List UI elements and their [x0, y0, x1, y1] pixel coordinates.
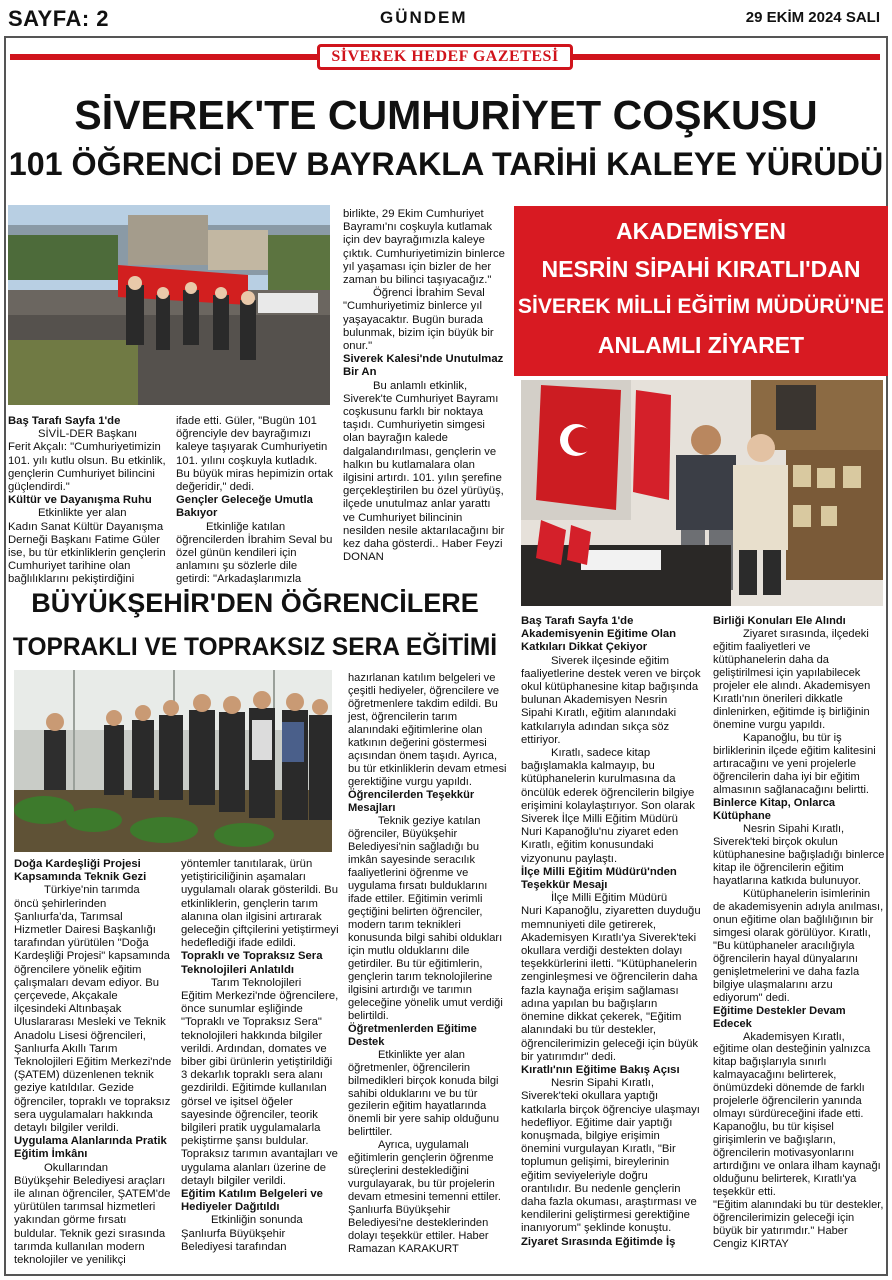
text-line: faaliyetlerine destek veren ve birçok okul kütüphanesine kitap bağışında bulunan Akademisyen Nesrin Sipahi Kıratlı, eğitim alanındaki katkılarıyla adından sıkça söz ettiriyor. [521, 667, 701, 746]
article1-column-3 [343, 208, 505, 564]
text-line: birlikte, 29 Ekim Cumhuriyet Bayramı'nı coşkuyla kutlamak için dev bayrağımızla kaleye çıktık. Cumhuriyetimizin binlerce yıl yaşaması için bizler de her zaman bu bilinci taşıyacağız." [343, 208, 505, 287]
text-line: de akademisyenin adıyla anılması, onun eğitime olan bağlılığının bir simgesi olarak görülüyor. Kıratlı, "Bu kütüphaneler aracılığıyla öğrencilerin hayal dünyalarını genişletmelerini ve daha fazla bilgiye ulaşmalarını arzu ediyorum" dedi. [713, 900, 884, 1004]
text-line: Kıratlı, sadece kitap [551, 747, 651, 760]
subheading: Öğrencilerden Teşekkür Mesajları [348, 788, 475, 814]
text-line: bağışlamakla kalmayıp, bu kütüphanelerin kurulmasına da öncülük ederek öğrencilerin bilgiye erişimini kolaylaştırıyor. Son olarak Siverek İlçe Milli Eğitim Müdürü Nuri Kapanoğlu'nu ziyaret eden Kıratlı, eğitim konusundaki vizyonunu paylaştı. [521, 760, 695, 865]
issue-date: 29 EKİM 2024 SALI [745, 9, 880, 26]
subheading: Kıratlı'nın Eğitime Bakış Açısı [521, 1063, 680, 1076]
main-headline-line-2: 101 ÖĞRENCİ DEV BAYRAKLA TARİHİ KALEYE YÜRÜDÜ [8, 146, 884, 182]
main-headline-line-1: SİVEREK'TE CUMHURİYET COŞKUSU [74, 92, 818, 138]
subheading: Eğitime Destekler Devam Edecek [713, 1004, 846, 1030]
text-line: öğrenciler, Büyükşehir Belediyesi'nin sağladığı bu imkân sayesinde seracılık faaliyetlerini öğrenme ve uygulama fırsatı bulduklarını ifade ettiler. Eğitimin verimli geçtiğini belirten öğrenciler, modern tarım teknikleri konusunda bilgi sahibi oldukları için mutlu olduklarını dile getirdiler. Bu tür eğitimlerin, gençlerin tarım teknolojilerine ilgisini artırdığı ve tarımın geleceğine yönelik umut verdiği belirtildi. [348, 827, 503, 1022]
text-line: Büyükşehir Belediyesi araçları ile alınan öğrenciler, ŞATEM'de yürütülen tarımsal hizmetleri yakından görme fırsatı buldular. Teknik gezi sırasında tarımda kullanılan modern teknolojiler ve yenilikçi [14, 1174, 171, 1267]
text-line: Kütüphanelerin isimlerinin [743, 887, 871, 900]
office-visit-photo [521, 380, 883, 606]
text-line: ifade etti. Güler, "Bugün 101 öğrenciyle dev bayrağımızı kaleye taşıyarak Cumhuriyetin 101. yılını coşkuyla kutladık. Bu büyük miras hepimizin ortak değeridir," dedi. [176, 415, 333, 494]
subheading: Doğa Kardeşliği Projesi Kapsamında Teknik Gezi [14, 858, 147, 884]
text-line: Nuri Kapanoğlu, ziyaretten duyduğu memnuniyeti dile getirerek, Akademisyen Kıratlı'ya Siverek'teki okullara verdiği destekten dolayı teşekkürlerini iletti. "Kütüphanelerin zenginleşmesi ve öğrencilerin daha fazla kaynağa erişim sağlaması adına yapılan bu bağışların önemine dikkat çekerek, "Eğitim alanındaki bu tür destekler, öğrencilerimizin geleceği için büyük bir yatırımdır" dedi. [521, 905, 701, 1063]
subheading: Birliği Konuları Ele Alındı [713, 615, 846, 627]
text-line: Okullarından [44, 1161, 109, 1174]
text-line: Şanlıurfa Büyükşehir Belediyesi tarafından [181, 1227, 287, 1253]
text-line: Ziyaret sırasında, ilçedeki [743, 627, 869, 640]
text-line: öğrencilerden İbrahim Seval bu özel günün kendileri için anlamını şu sözlerle dile getirdi: "Arkadaşlarımızla [176, 533, 333, 586]
article3-column-2 [181, 858, 339, 1254]
subheading: Topraklı ve Topraksız Sera Teknolojileri Anlatıldı [181, 950, 323, 976]
visit-headline-line: NESRİN SİPAHİ KIRATLI'DAN [541, 256, 861, 282]
text-line: öncü şehirlerinden Şanlıurfa'da, Tarımsal Hizmetler Dairesi Başkanlığı tarafından yürütülen "Doğa Kardeşliği Projesi" kapsamında öğrencilere yönelik eğitim çalışmaları devam ediyor. Bu çerçevede, Akçakale ilçesindeki Altınbaşak Uluslararası Mesleki ve Teknik Anadolu Lisesi öğrencileri, Şanlıurfa Akıllı Tarım Teknolojileri Eğitim Merkezi'nde (ŞATEM) düzenlenen teknik geziye katıldılar. Gezide öğrenciler, topraklı ve topraksız sera uygulamaları hakkında detaylı bilgiler verildi. [14, 897, 172, 1135]
text-line: Etkinliğin sonunda [211, 1214, 303, 1227]
visit-headline-line: AKADEMİSYEN [616, 218, 786, 244]
greenhouse-headline-line-2: TOPRAKLI VE TOPRAKSIZ SERA EĞİTİMİ [12, 634, 498, 661]
subheading: Gençler Geleceğe Umutla Bakıyor [176, 494, 313, 520]
text-line: Etkinlikte yer alan [378, 1048, 465, 1061]
flag-march-photo [8, 205, 330, 405]
page-number: SAYFA: 2 [8, 6, 110, 31]
subheading: Kültür ve Dayanışma Ruhu [8, 494, 152, 507]
greenhouse-photo [14, 670, 332, 852]
text-line: birliklerinin ilçede eğitim kalitesini artıracağını ve yeni projelerle öğrencilerin daha iyi bir eğitim almasının sağlanacağını belirtti. [713, 744, 876, 796]
text-line: Öğrenci İbrahim Seval [373, 287, 485, 300]
text-line: hazırlanan katılım belgeleri ve çeşitli hediyeler, öğrencilere ve öğretmenlere takdim edildi. Bu jest, öğrencilerin tarım alanındaki eğitimlerine olan katkının değerini göstermesi açısından önem taşıdı. Ayrıca, bu tür etkinliklerin devam etmesi gerektiğine vurgu yapıldı. [348, 672, 507, 788]
text-line: Siverek'teki okullara yaptığı katkılarla birçok öğrenciye ulaşmayı hedefliyor. Eğitime dair yaptığı konuşmada, bilgiye erişimin önemini vurgulayan Kıratlı, "Bir toplumun gelişimi, bireylerinin eğitim seviyeleriyle doğru orantılıdır. Bu nedenle gençlerin daha fazla okuması, araştırması ve kendilerini geliştirmesi gerektiğine inanıyorum" şeklinde konuştu. [521, 1090, 700, 1235]
text-line: SİVİL-DER Başkanı [38, 428, 138, 441]
subheading: Eğitim Katılım Belgeleri ve Hediyeler Dağıtıldı [181, 1188, 323, 1214]
text-line: Etkinliğe katılan [206, 520, 286, 533]
text-line: Baş Tarafı Sayfa 1'de [8, 415, 121, 427]
subheading: Baş Tarafı Sayfa 1'de Akademisyenin Eğitime Olan Katkıları Dikkat Çekiyor [521, 615, 677, 654]
subheading: Siverek Kalesi'nde Unutulmaz Bir An [343, 353, 504, 379]
text-line: Siverek'teki birçok okulun kütüphanesine bağışladığı binlerce kitap ile öğrencilerin eğitim hayatlarına katkıda bulunuyor. [713, 835, 885, 887]
text-line: Ferit Akçalı: "Cumhuriyetimizin 101. yılı kutlu olsun. Bu etkinlik, gençlerin Cumhuriyet bilincini güçlendirdi." [8, 441, 166, 494]
text-line: Nesrin Sipahi Kıratlı, [743, 822, 845, 835]
text-line: eğitim faaliyetleri ve kütüphanelerin daha da geliştirilmesi için yapılabilecek projeler ele alındı. Akademisyen Kıratlı'nın önerileri dikkatle dinlenirken, eğitimde iş birliğinin önemine vurgu yapıldı. [713, 640, 871, 731]
text-line: Akademisyen Kıratlı, [743, 1030, 845, 1043]
text-line: Etkinlikte yer alan [38, 507, 127, 520]
text-line: "Cumhuriyetimiz binlerce yıl yaşayacaktır. Bugün burada bulunmak, bizim için büyük bir onur." [343, 300, 494, 353]
text-line: Kapanoğlu, bu tür iş [743, 731, 842, 744]
text-line: Bu anlamlı etkinlik, [373, 379, 468, 392]
visit-headline-line: SİVEREK MİLLİ EĞİTİM MÜDÜRÜ'NE [517, 295, 885, 318]
greenhouse-headline-line-1: BÜYÜKŞEHİR'DEN ÖĞRENCİLERE [31, 588, 479, 618]
subheading: İlçe Milli Eğitim Müdürü'nden Teşekkür Mesajı [521, 865, 677, 892]
article2-column-2 [713, 615, 885, 1251]
subheading: Binlerce Kitap, Onlarca Kütüphane [713, 796, 836, 822]
visit-headline-box [514, 206, 888, 376]
article1-column-1 [8, 415, 168, 587]
article3-column-3 [348, 672, 508, 1256]
text-line: İlçe Milli Eğitim Müdürü [551, 892, 668, 905]
text-line: Kadın Sanat Kültür Dayanışma Derneği Başkanı Fatime Güler ise, bu tür etkinliklerin gençlerin Cumhuriyet tarihine olan bağlılıklarını pekiştirdiğini [8, 520, 166, 586]
article2-column-1 [521, 615, 701, 1249]
article1-column-2 [176, 415, 334, 587]
article3-column-1 [14, 858, 172, 1267]
text-line: Tarım Teknolojileri [211, 976, 302, 989]
text-line: Siverek ilçesinde eğitim [551, 654, 670, 667]
subheading: Öğretmenlerden Eğitime Destek [348, 1022, 477, 1048]
newspaper-name: SİVEREK HEDEF GAZETESİ [317, 44, 573, 70]
text-line: Türkiye'nin tarımda [44, 884, 140, 897]
text-line: "Eğitim alanındaki bu tür destekler, öğrencilerimizin geleceği için büyük bir yatırımdır." Haber Cengiz KIRTAY [713, 1199, 884, 1251]
section-title: GÜNDEM [380, 8, 468, 27]
newspaper-banner [10, 44, 880, 70]
text-line: Eğitim Merkezi'nde öğrencilere, önce sunumlar eşliğinde "Topraklı ve Topraksız Sera" teknolojileri hakkında bilgiler verildi. Ardından, domates ve biber gibi ürünlerin yetiştirildiği 3 dekarlık topraklı sera alanı gezdirildi. Eğitimde kullanılan görsel ve işitsel öğeler sayesinde öğrenciler, teorik bilgileri pratik uygulamalarla pekiştirme şansı buldular. Topraksız tarımın avantajları ve uygulama alanları üzerine de detaylı bilgiler verildi. [181, 990, 339, 1187]
text-line: Ayrıca, uygulamalı [378, 1139, 470, 1152]
text-line: yöntemler tanıtılarak, ürün yetiştiriciliğinin aşamaları uygulamalı olarak gösterildi. Bu etkinliklerin, gençlerin tarım alanına olan ilgisini artırarak geleceğin çiftçilerini yetiştirmeyi hedeflediği ifade edildi. [181, 858, 339, 950]
text-line: Siverek'te Cumhuriyet Bayramı coşkusunu farklı bir noktaya taşıdı. Cumhuriyetin simgesi olan bayrağın kalede dalgalandırılması, gençlerin ve halkın bu kutlamalara olan ilgisini artırdı. 101. yılın şerefine gerçekleştirilen bu özel yürüyüş, ilçede unutulmaz anlar yarattı ve Cumhuriyet bilincinin nesilden nesile aktarılacağını bir kez daha gösterdi.. Haber Feyzi DONAN [343, 392, 505, 564]
subheading: Ziyaret Sırasında Eğitimde İş [521, 1235, 676, 1248]
text-line: eğitimlerin gençlerin öğrenme süreçlerini desteklediğini vurgulayarak, bu tür projelerin devam etmesini temenni ettiler. Şanlıurfa Büyükşehir Belediyesi'ne desteklerinden dolayı teşekkür ettiler. Haber Ramazan KARAKURT [348, 1152, 501, 1256]
text-line: öğretmenler, öğrencilerin bilmedikleri birçok konuda bilgi sahibi olduklarını ve bu tür gezilerin eğitim hayatlarında önemli bir yere sahip olduğunu belirttiler. [348, 1061, 500, 1139]
text-line: Nesrin Sipahi Kıratlı, [551, 1077, 654, 1090]
visit-headline-line: ANLAMLI ZİYARET [597, 332, 805, 358]
text-line: Teknik geziye katılan [378, 814, 481, 827]
text-line: eğitime olan desteğinin yalnızca kitap bağışlarıyla sınırlı kalmayacağını belirterek, önümüzdeki dönemde de farklı projelerle öğrencilerin yanında olmayı sürdüreceğini ifade etti. Kapanoğlu, bu tür kişisel girişimlerin ve bağışların, öğrencilerin motivasyonlarını artırdığını ve onlara ilham kaynağı olduğunu belirterek, Kıratlı'ya teşekkür etti. [713, 1043, 881, 1199]
subheading: Uygulama Alanlarında Pratik Eğitim İmkânı [14, 1135, 167, 1161]
